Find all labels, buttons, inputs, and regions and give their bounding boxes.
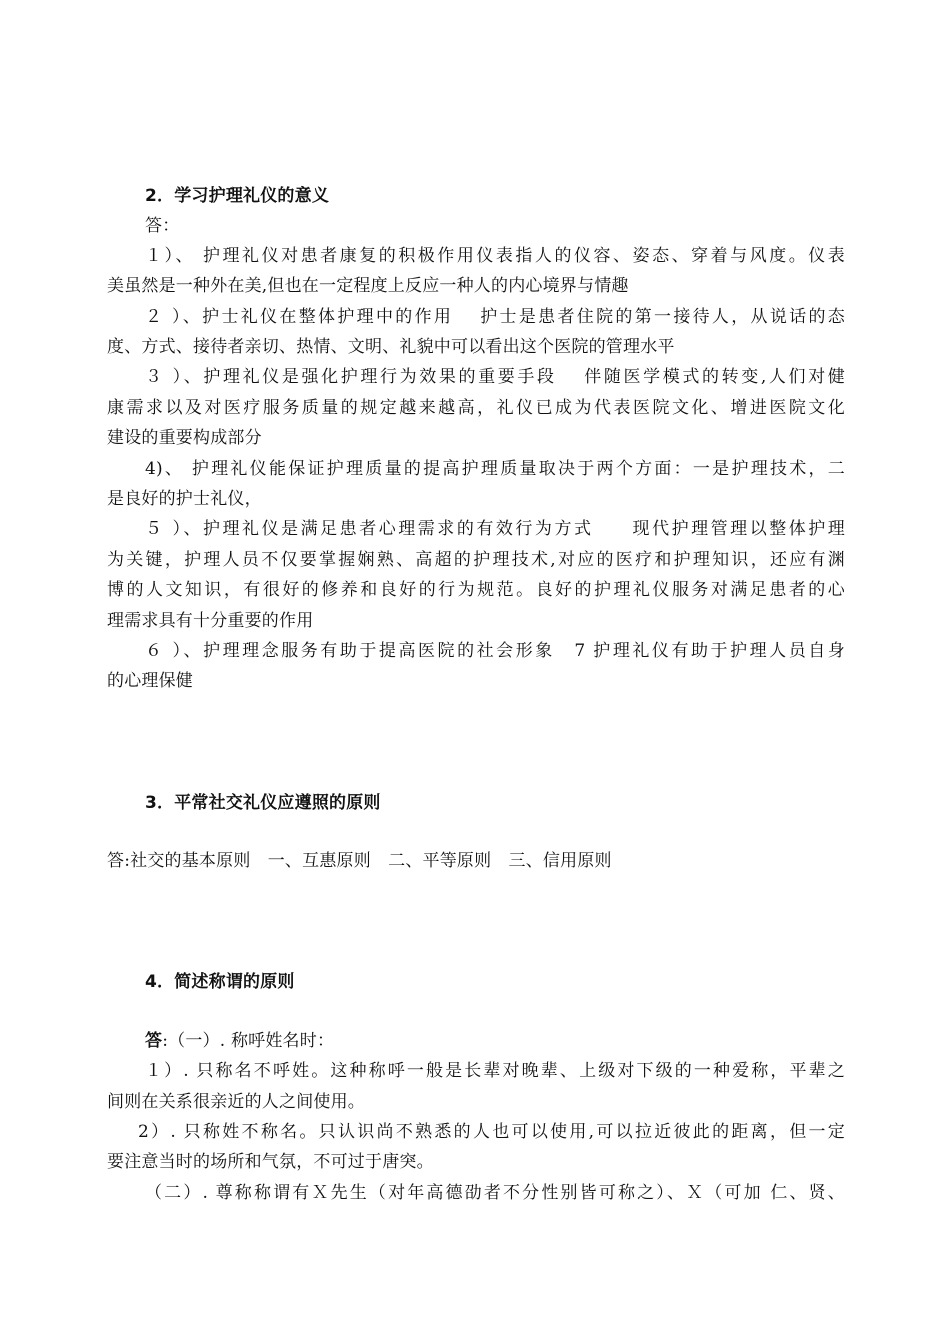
section-4-answer-label: 答	[145, 1031, 163, 1051]
section-2-line: 度、方式、接待者亲切、热情、文明、礼貌中可以看出这个医院的管理水平	[107, 337, 675, 357]
section-2-line: ２ ）、护士礼仪在整体护理中的作用 护士是患者住院的第一接待人，从说话的态	[145, 307, 845, 327]
section-2-line: 的心理保健	[107, 671, 193, 691]
section-2-line: 康需求以及对医疗服务质量的规定越来越高，礼仪已成为代表医院文化、增进医院文化	[107, 398, 845, 418]
section-2-line: 建设的重要构成部分	[107, 428, 262, 448]
section-3-answer: 答:社交的基本原则 一、互惠原则 二、平等原则 三、信用原则	[107, 851, 612, 871]
section-4-answer-rest: :（一）. 称呼姓名时：	[162, 1031, 335, 1051]
section-4-line: 2）. 只称姓不称名。只认识尚不熟悉的人也可以使用,可以拉近彼此的距离，但一定	[138, 1122, 845, 1142]
section-4-heading: 4．简述称谓的原则	[145, 972, 295, 992]
section-2-line: ６ ）、护理理念服务有助于提高医院的社会形象 7 护理礼仪有助于护理人员自身	[145, 641, 845, 661]
section-4-line: １）. 只称名不呼姓。这种称呼一般是长辈对晚辈、上级对下级的一种爱称，平辈之	[145, 1061, 845, 1081]
section-4-line: 间则在关系很亲近的人之间使用。	[107, 1092, 365, 1112]
section-4-answer-intro	[145, 1026, 885, 1056]
section-2-line: 博的人文知识，有很好的修养和良好的行为规范。良好的护理礼仪服务对满足患者的心	[107, 580, 845, 600]
section-2-line: ５ ）、护理礼仪是满足患者心理需求的有效行为方式 现代护理管理以整体护理	[145, 519, 845, 539]
section-2-line: １）、 护理礼仪对患者康复的积极作用仪表指人的仪容、姿态、穿着与风度。仪表	[145, 246, 845, 266]
section-2-line: 美虽然是一种外在美,但也在一定程度上反应一种人的内心境界与情趣	[107, 276, 629, 296]
section-2-line: 理需求具有十分重要的作用	[107, 611, 314, 631]
section-2-line: 为关键，护理人员不仅要掌握娴熟、高超的护理技术,对应的医疗和护理知识，还应有渊	[107, 550, 845, 570]
section-2-line: 4)、 护理礼仪能保证护理质量的提高护理质量取决于两个方面：一是护理技术，二	[145, 459, 845, 479]
section-4-line: 要注意当时的场所和气氛，不可过于唐突。	[107, 1152, 434, 1172]
section-3-heading: 3．平常社交礼仪应遵照的原则	[145, 793, 381, 813]
section-2-answer-label: 答：	[145, 216, 180, 236]
section-2-line: 是良好的护士礼仪，	[107, 489, 262, 509]
section-4-line: （二）. 尊称称谓有Ｘ先生（对年高德劭者不分性别皆可称之）、Ｘ（可加 仁、贤、	[145, 1183, 845, 1203]
section-2-heading: 2．学习护理礼仪的意义	[145, 186, 330, 206]
section-2-line: ３ ）、护理礼仪是强化护理行为效果的重要手段 伴随医学模式的转变,人们对健	[145, 367, 845, 387]
